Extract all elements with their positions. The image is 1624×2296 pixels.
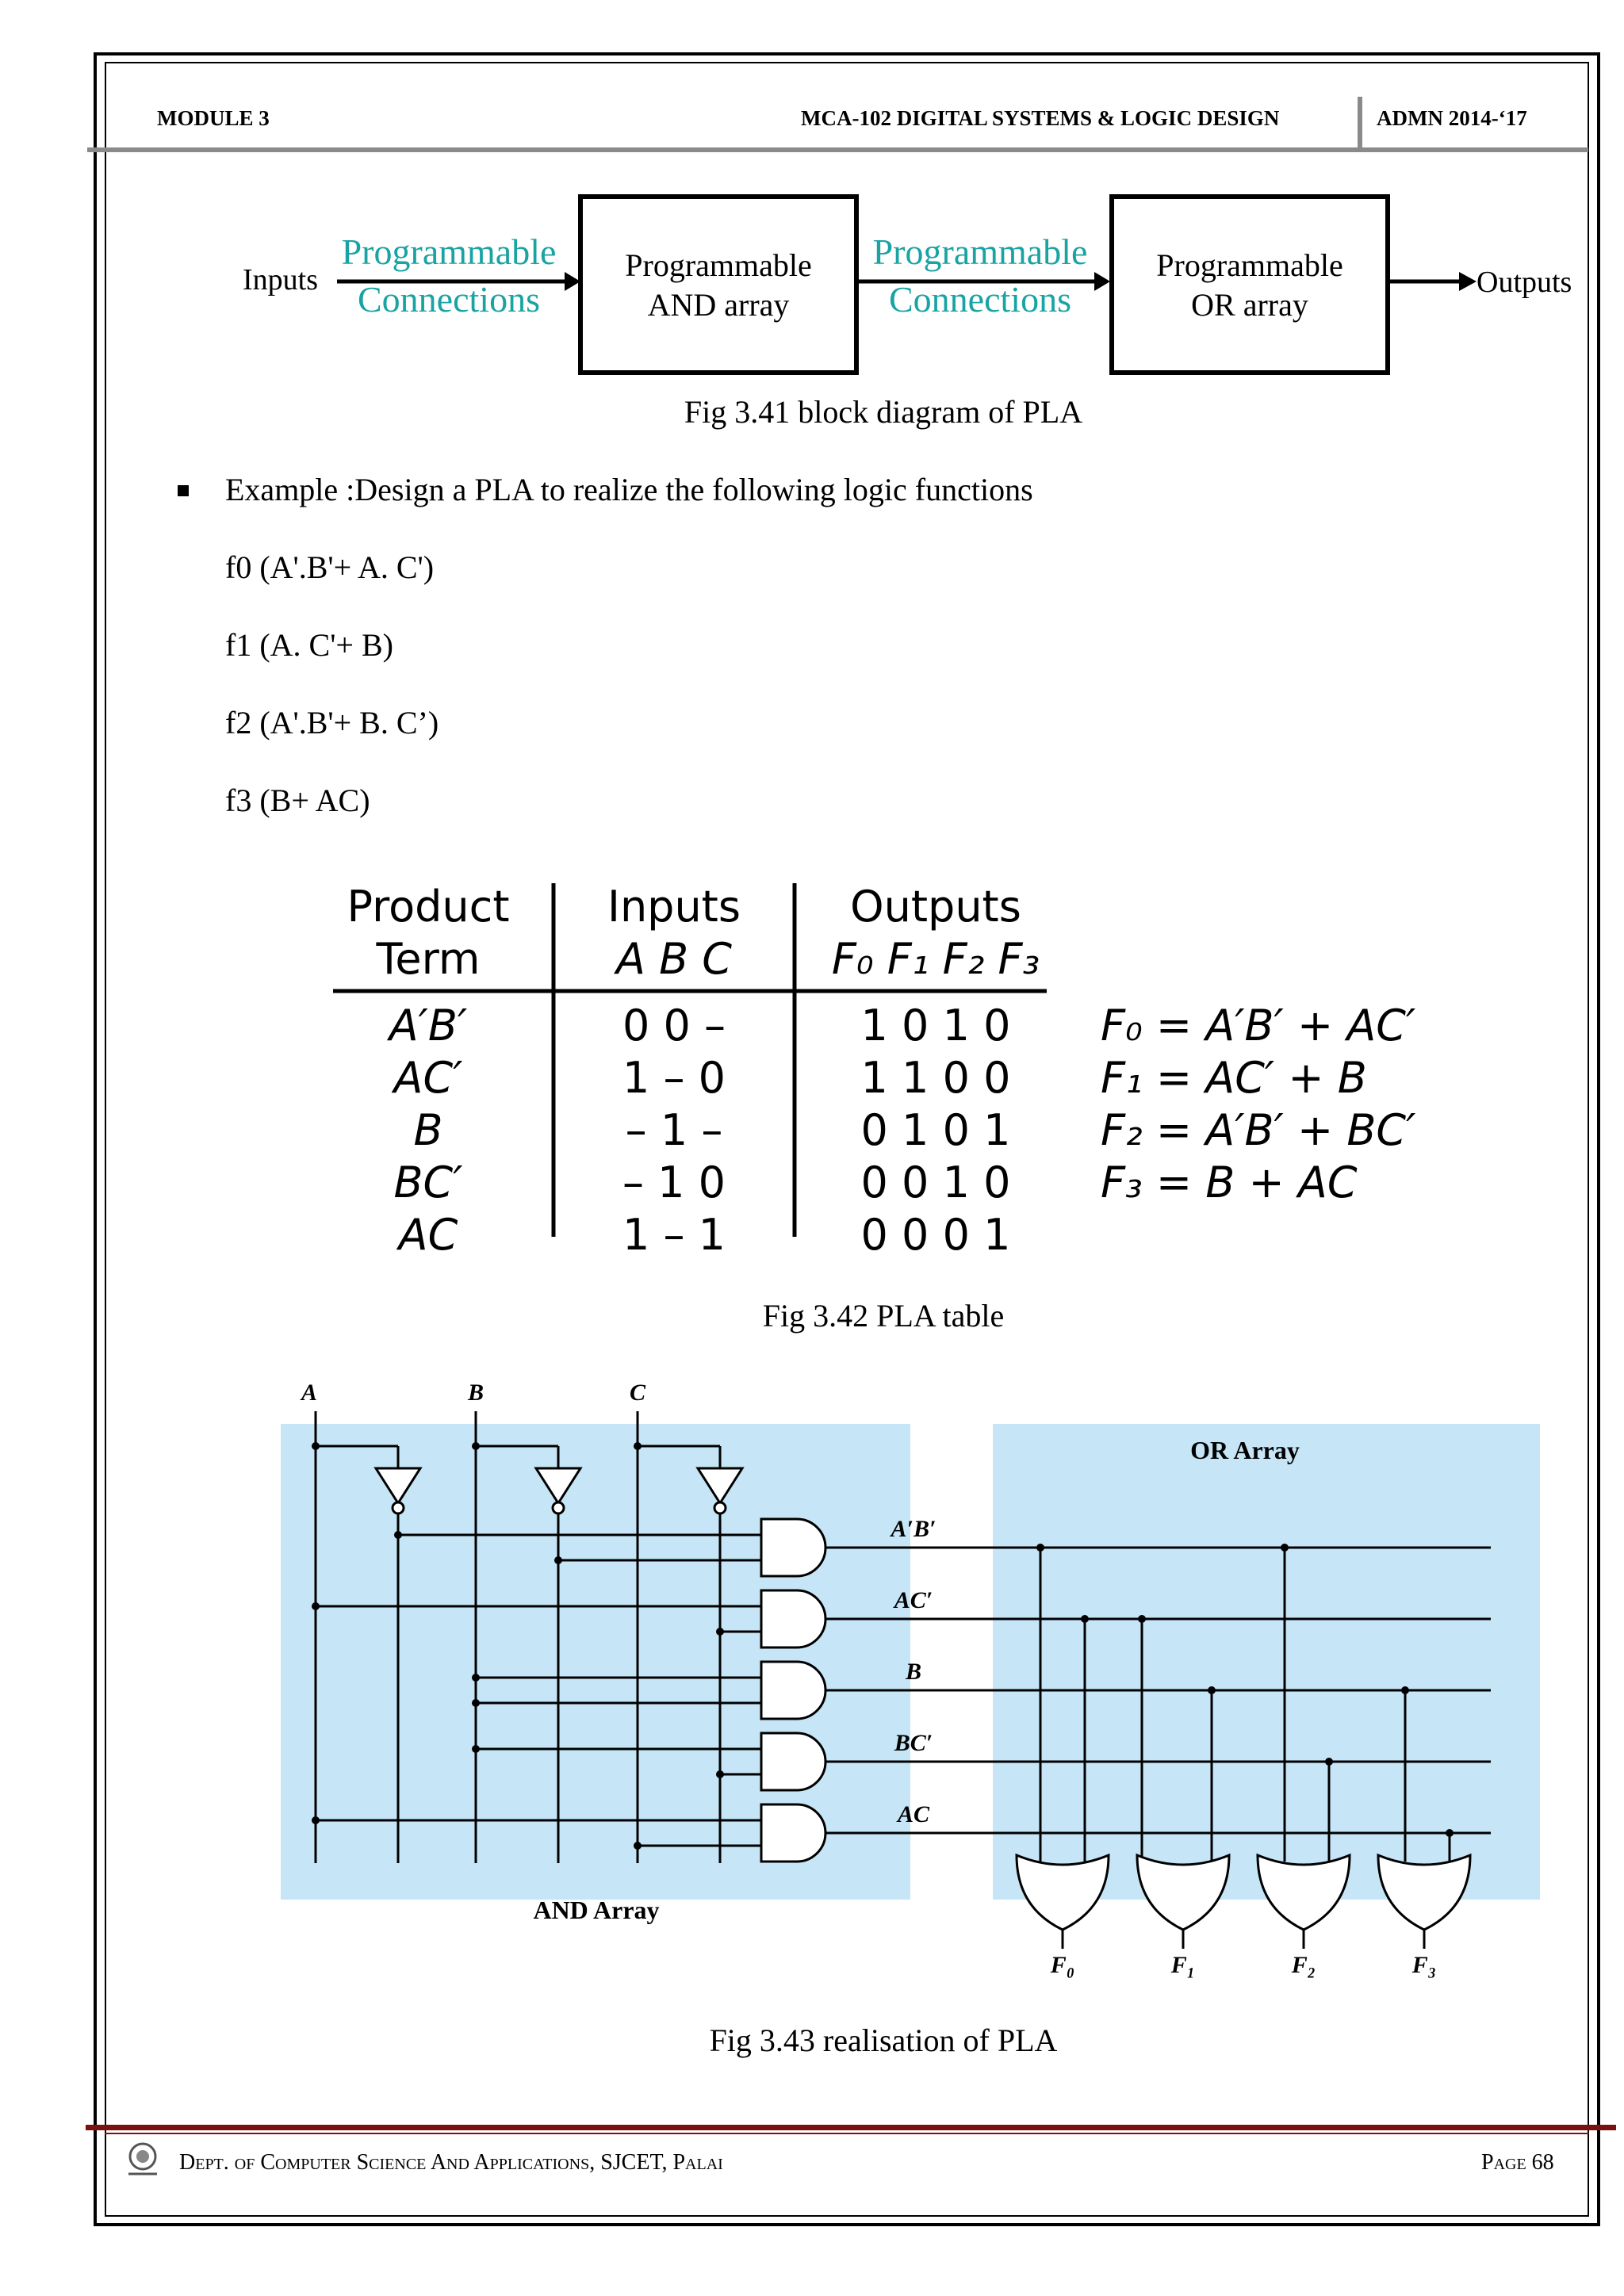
or-gate — [1017, 1855, 1109, 1930]
bd-or-line2: OR array — [1191, 287, 1308, 323]
and-gate — [761, 1733, 825, 1790]
footer-department: Dept. of Computer Science And Applications, SJCET, Palai — [179, 2150, 723, 2175]
bd-and-line1: Programmable — [625, 247, 812, 283]
bd-or-line1: Programmable — [1156, 247, 1343, 283]
function-f0: f0 (A'.B'+ A. C') — [225, 549, 435, 585]
junction-dot — [1325, 1758, 1333, 1766]
tbl-col2-line2: A B C — [615, 934, 733, 984]
function-f3: f3 (B+ AC) — [225, 783, 370, 818]
junction-dot — [312, 1816, 320, 1824]
tbl-row-equation: F₃ = B + AC — [1101, 1158, 1358, 1207]
fig-3-42-caption: Fig 3.42 PLA table — [762, 1298, 1005, 1334]
function-f1: f1 (A. C'+ B) — [225, 627, 393, 663]
input-b-label: B — [467, 1380, 485, 1406]
junction-dot — [472, 1699, 480, 1707]
tbl-row-term: AC′ — [393, 1053, 463, 1103]
tbl-col3-line1: Outputs — [850, 882, 1021, 932]
junction-dot — [554, 1556, 562, 1564]
footer-rule — [86, 2125, 1616, 2130]
footer-page-number: Page 68 — [1481, 2150, 1554, 2175]
tbl-row-inputs: – 1 – — [625, 1105, 723, 1155]
function-f2: f2 (A'.B'+ B. C’) — [225, 705, 439, 740]
pla-block-diagram — [222, 182, 1586, 388]
tbl-row-inputs: 0 0 – — [622, 1001, 726, 1050]
bd-conn1-line2: Connections — [358, 279, 540, 320]
junction-dot — [1036, 1544, 1044, 1552]
bd-conn2-line1: Programmable — [872, 232, 1088, 272]
header-module: MODULE 3 — [157, 106, 270, 130]
inverter-bubble — [553, 1502, 564, 1513]
bd-and-line2: AND array — [647, 287, 790, 323]
or-gate — [1258, 1855, 1350, 1930]
inverter-bubble — [393, 1502, 404, 1513]
junction-dot — [716, 1770, 724, 1778]
or-array-panel — [993, 1424, 1540, 1900]
fig-3-43-caption: Fig 3.43 realisation of PLA — [709, 2022, 1058, 2058]
junction-dot — [1401, 1686, 1409, 1694]
junction-dot — [716, 1628, 724, 1636]
bd-inputs-label: Inputs — [243, 263, 318, 297]
junction-dot — [634, 1842, 642, 1850]
college-seal-icon — [121, 2136, 165, 2180]
and-gate — [761, 1804, 825, 1862]
junction-dot — [394, 1531, 402, 1539]
product-term-label: AC′ — [894, 1587, 933, 1613]
tbl-row-outputs: 0 1 0 1 — [860, 1105, 1011, 1155]
or-gate — [1137, 1855, 1229, 1930]
tbl-row-outputs: 0 0 0 1 — [860, 1210, 1011, 1260]
and-gate — [761, 1519, 825, 1576]
output-label: F₁ — [1170, 1952, 1196, 1978]
tbl-col1-line2: Term — [376, 934, 481, 984]
tbl-row-term: BC′ — [393, 1158, 463, 1207]
output-label: F₀ — [1050, 1952, 1075, 1978]
header-separator — [1358, 97, 1362, 149]
product-term-label: A′B′ — [891, 1516, 936, 1542]
fig-3-41-caption: Fig 3.41 block diagram of PLA — [684, 394, 1083, 430]
header-admn: ADMN 2014-‘17 — [1377, 106, 1527, 130]
bd-or-array-box — [1112, 197, 1388, 373]
tbl-row-equation: F₂ = A′B′ + BC′ — [1101, 1105, 1416, 1155]
or-gate — [1378, 1855, 1470, 1930]
junction-dot — [472, 1745, 480, 1753]
junction-dot — [1138, 1615, 1146, 1623]
and-gate — [761, 1662, 825, 1719]
tbl-row-outputs: 1 0 1 0 — [860, 1001, 1011, 1050]
junction-dot — [312, 1442, 320, 1450]
junction-dot — [312, 1602, 320, 1610]
product-term-label: BC′ — [894, 1730, 933, 1756]
tbl-row-term: AC — [398, 1210, 458, 1260]
tbl-col3-line2: F₀ F₁ F₂ F₃ — [831, 934, 1040, 984]
tbl-row-equation: F₁ = AC′ + B — [1101, 1053, 1367, 1103]
tbl-row-inputs: – 1 0 — [622, 1158, 726, 1207]
input-c-label: C — [629, 1380, 646, 1406]
footer-rule-thin — [105, 2133, 1589, 2134]
junction-dot — [472, 1442, 480, 1450]
tbl-row-inputs: 1 – 1 — [622, 1210, 726, 1260]
output-label: F₂ — [1291, 1952, 1316, 1978]
bd-outputs-label: Outputs — [1477, 266, 1572, 299]
and-gate — [761, 1590, 825, 1647]
tbl-row-outputs: 0 0 1 0 — [860, 1158, 1011, 1207]
junction-dot — [1446, 1829, 1454, 1837]
tbl-col2-line1: Inputs — [607, 882, 741, 932]
product-term-label: B — [905, 1659, 922, 1685]
tbl-col1-line1: Product — [347, 882, 510, 932]
product-term-label: AC — [897, 1801, 930, 1827]
tbl-row-equation: F₀ = A′B′ + AC′ — [1101, 1001, 1416, 1050]
output-label: F₃ — [1411, 1952, 1437, 1978]
input-a-label: A — [301, 1380, 318, 1406]
tbl-row-term: A′B′ — [389, 1001, 468, 1050]
junction-dot — [1281, 1544, 1289, 1552]
junction-dot — [634, 1442, 642, 1450]
header-rule — [87, 147, 1588, 152]
pla-circuit-diagram — [270, 1372, 1554, 1990]
inverter-bubble — [714, 1502, 726, 1513]
or-array-label: OR Array — [1190, 1436, 1300, 1464]
bd-conn2-line2: Connections — [889, 279, 1071, 320]
header-course: MCA-102 DIGITAL SYSTEMS & LOGIC DESIGN — [801, 106, 1280, 130]
tbl-row-outputs: 1 1 0 0 — [860, 1053, 1011, 1103]
example-heading: Example :Design a PLA to realize the following logic functions — [225, 472, 1033, 507]
junction-dot — [1081, 1615, 1089, 1623]
and-array-label: AND Array — [533, 1896, 660, 1924]
bd-conn1-line1: Programmable — [341, 232, 557, 272]
tbl-row-term: B — [413, 1105, 443, 1155]
pla-table — [333, 872, 1459, 1269]
junction-dot — [1208, 1686, 1216, 1694]
junction-dot — [472, 1674, 480, 1682]
bd-and-array-box — [580, 197, 856, 373]
bullet-marker — [178, 485, 189, 496]
tbl-row-inputs: 1 – 0 — [622, 1053, 726, 1103]
